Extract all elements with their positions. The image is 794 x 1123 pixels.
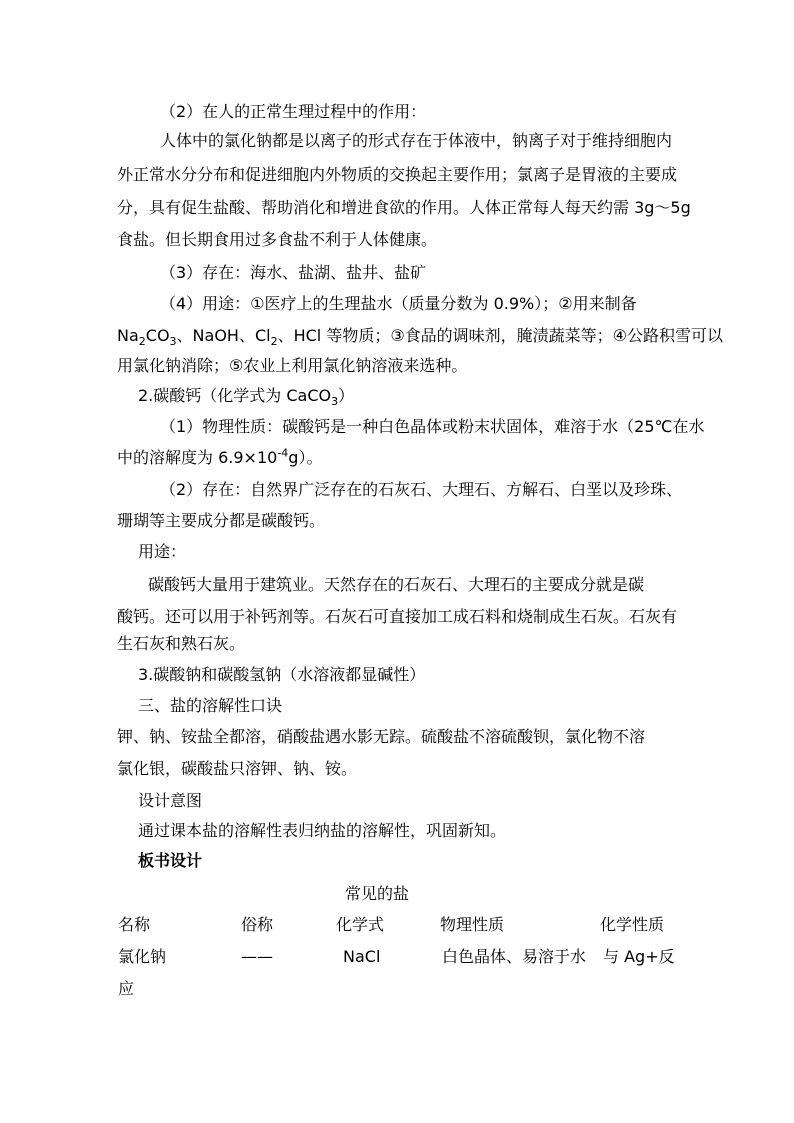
paragraph-line: 用氯化钠消除；⑤农业上利用氯化钠溶液来选种。 xyxy=(117,356,468,375)
paragraph-line xyxy=(117,447,322,469)
paragraph-line: （1）物理性质：碳酸钙是一种白色晶体或粉末状固体，难溶于水（25℃在水 xyxy=(160,417,705,436)
section-sodium-carbonate: 3.碳酸钠和碳酸氢钠（水溶液都显碱性） xyxy=(138,665,426,684)
subscript: 2 xyxy=(138,335,146,349)
paragraph-line: 外正常水分分布和促进细胞内外物质的交换起主要作用；氯离子是胃液的主要成 xyxy=(117,165,678,184)
table-header-cell: 名称 xyxy=(118,915,151,934)
subscript: 2 xyxy=(270,335,278,349)
section-text: 2.碳酸钙（化学式为 CaCO xyxy=(138,386,332,405)
uses-label: 用途： xyxy=(138,542,187,561)
paragraph-line: 分，具有促生盐酸、帮助消化和增进食欲的作用。人体正常每人每天约需 3g～5g xyxy=(117,198,691,217)
section-calcium-carbonate xyxy=(138,385,354,407)
formula-text: Na xyxy=(117,326,139,345)
formula-text: 、NaOH、Cl xyxy=(176,326,271,345)
table-cell: 白色晶体、易溶于水 xyxy=(442,947,587,966)
table-header-cell: 化学性质 xyxy=(600,915,665,934)
formula-text: CO xyxy=(145,326,170,345)
table-cell: —— xyxy=(241,947,273,966)
table-cell: 氯化钠 xyxy=(118,947,167,966)
paragraph-text: 、HCl 等物质；③食品的调味剂，腌渍蔬菜等；④公路积雪可以 xyxy=(277,326,724,345)
table-header-cell: 物理性质 xyxy=(440,915,505,934)
board-design-heading: 板书设计 xyxy=(138,851,203,870)
subheading-uses: （4）用途：①医疗上的生理盐水（质量分数为 0.9%）；②用来制备 xyxy=(160,294,637,313)
design-intent-label: 设计意图 xyxy=(138,791,203,810)
subheading-physiology: （2）在人的正常生理过程中的作用： xyxy=(160,102,427,121)
paragraph-line: 酸钙。还可以用于补钙剂等。石灰石可直接加工成石料和烧制成生石灰。石灰有 xyxy=(117,607,678,626)
table-cell: NaCl xyxy=(343,947,381,966)
section-solubility-rhyme: 三、盐的溶解性口诀 xyxy=(138,696,283,715)
table-header-cell: 俗称 xyxy=(241,915,274,934)
paragraph-line: 食盐。但长期食用过多食盐不利于人体健康。 xyxy=(117,230,438,249)
paragraph-line: （2）存在：自然界广泛存在的石灰石、大理石、方解石、白垩以及珍珠、 xyxy=(160,480,683,499)
table-cell: 与 Ag+反 xyxy=(603,947,675,966)
section-text: ） xyxy=(338,386,355,405)
paragraph-text: 中的溶解度为 6.9×10 xyxy=(117,448,278,467)
paragraph-text: g）。 xyxy=(288,448,323,467)
table-cell-wrap: 应 xyxy=(118,979,135,998)
paragraph-line xyxy=(117,325,723,347)
table-title: 常见的盐 xyxy=(345,884,410,903)
paragraph-line: 珊瑚等主要成分都是碳酸钙。 xyxy=(117,511,326,530)
paragraph-line: 氯化银，碳酸盐只溶钾、钠、铵。 xyxy=(117,759,358,778)
paragraph-line: 碳酸钙大量用于建筑业。天然存在的石灰石、大理石的主要成分就是碳 xyxy=(148,575,645,594)
paragraph-line: 钾、钠、铵盐全都溶，硝酸盐遇水影无踪。硫酸盐不溶硫酸钡，氯化物不溶 xyxy=(117,727,646,746)
paragraph-line: 人体中的氯化钠都是以离子的形式存在于体液中，钠离子对于维持细胞内 xyxy=(160,131,673,150)
subheading-existence: （3）存在：海水、盐湖、盐井、盐矿 xyxy=(160,263,427,282)
paragraph-line: 通过课本盐的溶解性表归纳盐的溶解性，巩固新知。 xyxy=(138,821,507,840)
paragraph-line: 生石灰和熟石灰。 xyxy=(117,634,246,653)
superscript: -4 xyxy=(277,446,289,460)
subscript: 3 xyxy=(331,395,339,409)
table-header-cell: 化学式 xyxy=(336,915,385,934)
subscript: 3 xyxy=(169,335,177,349)
